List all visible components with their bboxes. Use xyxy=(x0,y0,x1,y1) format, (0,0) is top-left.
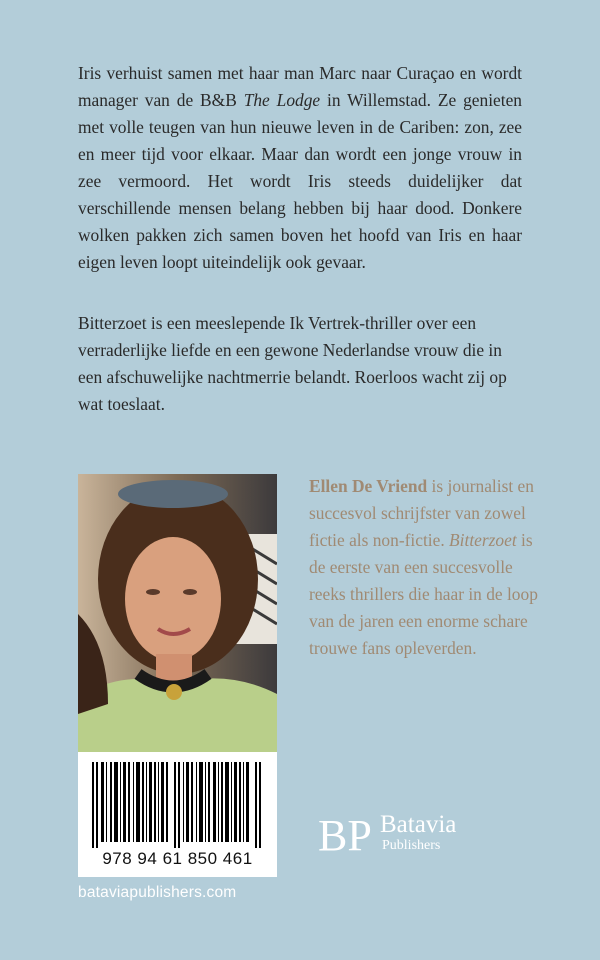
bp-monogram-icon xyxy=(318,808,378,858)
barcode-bars xyxy=(92,762,263,848)
book-title: Bitterzoet xyxy=(449,530,517,550)
publisher-website[interactable]: bataviapublishers.com xyxy=(78,884,237,901)
author-name: Ellen De Vriend xyxy=(309,476,428,496)
lodge-name: The Lodge xyxy=(243,90,321,110)
isbn-number: 978 94 61 850 461 xyxy=(102,849,253,868)
author-bio-text: is journalist en succesvol schrijfster van zowel fictie als non-fictie. xyxy=(309,476,534,550)
publisher-subtitle: Publishers xyxy=(382,838,441,853)
author-bio xyxy=(309,473,539,662)
publisher-name: Batavia xyxy=(380,811,457,838)
author-bio-text-cont: is de eerste van een succesvolle reeks thrillers die haar in de loop van de jaren een enorme schare trouwe fans opleverden. xyxy=(309,530,538,658)
blurb-paragraph-2: Bitterzoet is een meeslepende Ik Vertrek-thriller over een verraderlijke liefde en een gewone Nederlandse vrouw die in een afschuwelijke nachtmerrie belandt. Roerloos wacht zij op wat toeslaat. xyxy=(78,313,507,414)
blurb-text: Iris verhuist samen met haar man Marc naar Curaçao en wordt manager van de B&B xyxy=(78,63,522,110)
blurb-paragraph-1 xyxy=(78,60,522,276)
bp-letter-b: BP xyxy=(318,811,372,858)
publisher-logo xyxy=(318,808,508,866)
barcode xyxy=(78,752,277,877)
author-photo xyxy=(78,474,277,752)
blurb-text-cont: in Willemstad. Ze genieten met volle teugen van hun nieuwe leven in de Cariben: zon, zee en meer tijd voor elkaar. Maar dan wordt een jonge vrouw in zee vermoord. Het wordt Iris steeds duidelijker dat verschillende mensen belang hebben bij haar dood. Donkere wolken pakken zich samen boven het hoofd van Iris en haar eigen leven loopt uiteindelijk ook gevaar. xyxy=(78,90,522,272)
